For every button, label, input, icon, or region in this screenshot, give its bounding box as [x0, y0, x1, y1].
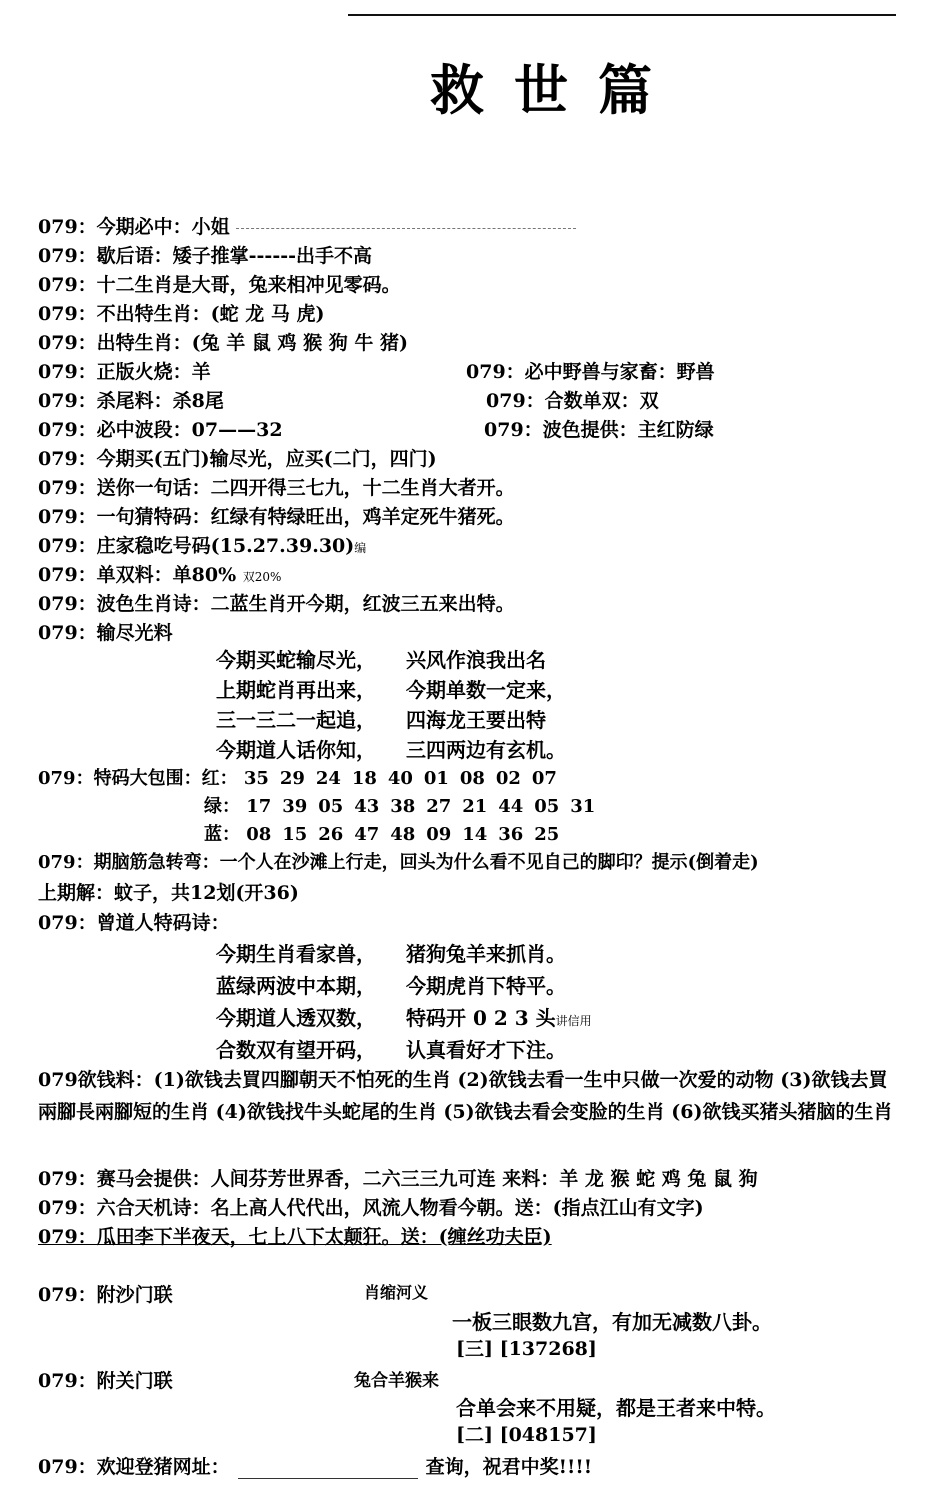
- special-blue-row: 蓝： 08 15 26 47 48 09 14 36 25: [204, 824, 560, 845]
- special-green-row: 绿： 17 39 05 43 38 27 21 44 05 31: [204, 796, 596, 817]
- line-guatian: 079：瓜田李下半夜天，七上八下太颠狂。送：(缠丝功夫臣): [38, 1226, 552, 1248]
- couplet2-mid: 兔合羊猴来: [354, 1371, 439, 1391]
- special-red-row: 079：特码大包围：红： 35 29 24 18 40 01 08 02 07: [38, 768, 557, 789]
- url-blank: [238, 1464, 418, 1479]
- page-title: 救世篇: [430, 58, 682, 122]
- line-horse: 079：赛马会提供：人间芬芳世界香，二六三三九可连 来料：羊 龙 猴 蛇 鸡 兔 鼠 狗: [38, 1168, 758, 1190]
- yuqian-paragraph: 079欲钱料：(1)欲钱去買四腳朝天不怕死的生肖 (2)欲钱去看一生中只做一次爱的动物 (3)欲钱去買兩腳長兩腳短的生肖 (4)欲钱找牛头蛇尾的生肖 (5)欲钱去看会变脸的生肖 (6)欲钱买猪头猪脑的生肖: [38, 1069, 893, 1123]
- top-rule: [348, 14, 896, 16]
- line-beast: 079：必中野兽与家畜：野兽: [466, 361, 715, 383]
- line-last-answer: 上期解：蚊子，共12划(开36): [38, 882, 299, 904]
- couplet2-label: 079：附关门联: [38, 1370, 173, 1392]
- line-tianji: 079：六合天机诗：名上高人代代出，风流人物看今朝。送：(指点江山有文字): [38, 1197, 704, 1219]
- couplet1-label: 079：附沙门联: [38, 1284, 173, 1306]
- line-daoren: 079：曾道人特码诗：: [38, 912, 230, 934]
- line-single-double: 079：单双料：单80% 双20%: [38, 564, 282, 586]
- line-website: 079：欢迎登猪网址： 查询，祝君中奖!!!!: [38, 1456, 593, 1478]
- couplet1-mid: 肖缩河义: [364, 1283, 429, 1302]
- line-not-special: 079：不出特生肖：(蛇 龙 马 虎): [38, 303, 325, 325]
- line-wave: 079：波色提供：主红防绿: [484, 419, 714, 441]
- line-range: 079：必中波段：07——32: [38, 419, 283, 441]
- line-doors: 079：今期买(五门)输尽光，应买(二门，四门): [38, 448, 437, 470]
- line-kill-tail: 079：杀尾料：杀8尾: [38, 390, 224, 412]
- line-lose-all: 079：输尽光料: [38, 622, 173, 644]
- line-special-zodiac: 079：出特生肖：(兔 羊 鼠 鸡 猴 狗 牛 猪): [38, 332, 408, 354]
- line-zodiac-brother: 079：十二生肖是大哥，兔来相冲见零码。: [38, 274, 401, 296]
- poem2-line: 合数双有望开码， 认真看好才下注。: [216, 1038, 566, 1062]
- line-riddle: 079：期脑筋急转弯：一个人在沙滩上行走，回头为什么看不见自己的脚印？提示(倒着走): [38, 852, 759, 873]
- couplet1-text: 一板三眼数九宫，有加无减数八卦。: [452, 1310, 772, 1334]
- line-phrase: 079：送你一句话：二四开得三七九，十二生肖大者开。: [38, 477, 515, 499]
- couplet1-code: [三] [137268]: [456, 1338, 597, 1360]
- poem1-line: 今期道人话你知， 三四两边有玄机。: [216, 738, 566, 762]
- poem2-line: 蓝绿两波中本期， 今期虎肖下特平。: [216, 974, 566, 998]
- line-wave-poem: 079：波色生肖诗：二蓝生肖开今期，红波三五来出特。: [38, 593, 515, 615]
- line-odd-even: 079：合数单双：双: [486, 390, 659, 412]
- poem1-line: 上期蛇肖再出来， 今期单数一定来，: [216, 678, 566, 702]
- poem2-line: 今期生肖看家兽， 猪狗兔羊来抓肖。: [216, 942, 566, 966]
- poem2-line: 今期道人透双数， 特码开 0 2 3 头讲信用: [216, 1006, 592, 1030]
- line-guess: 079：一句猜特码：红绿有特绿旺出，鸡羊定死牛猪死。: [38, 506, 515, 528]
- line-banker: 079：庄家稳吃号码(15.27.39.30)编: [38, 535, 367, 557]
- couplet2-text: 合单会来不用疑，都是王者来中特。: [456, 1396, 776, 1420]
- poem1-line: 三一三二一起追， 四海龙王要出特: [216, 708, 546, 732]
- line-fire: 079：正版火烧：羊: [38, 361, 211, 383]
- poem1-line: 今期买蛇输尽光， 兴风作浪我出名: [216, 648, 546, 672]
- line-xiehouyu: 079：歇后语：矮子推掌------出手不高: [38, 245, 372, 267]
- couplet2-code: [二] [048157]: [456, 1424, 597, 1446]
- line-today-pick: 079：今期必中：小姐: [38, 212, 576, 239]
